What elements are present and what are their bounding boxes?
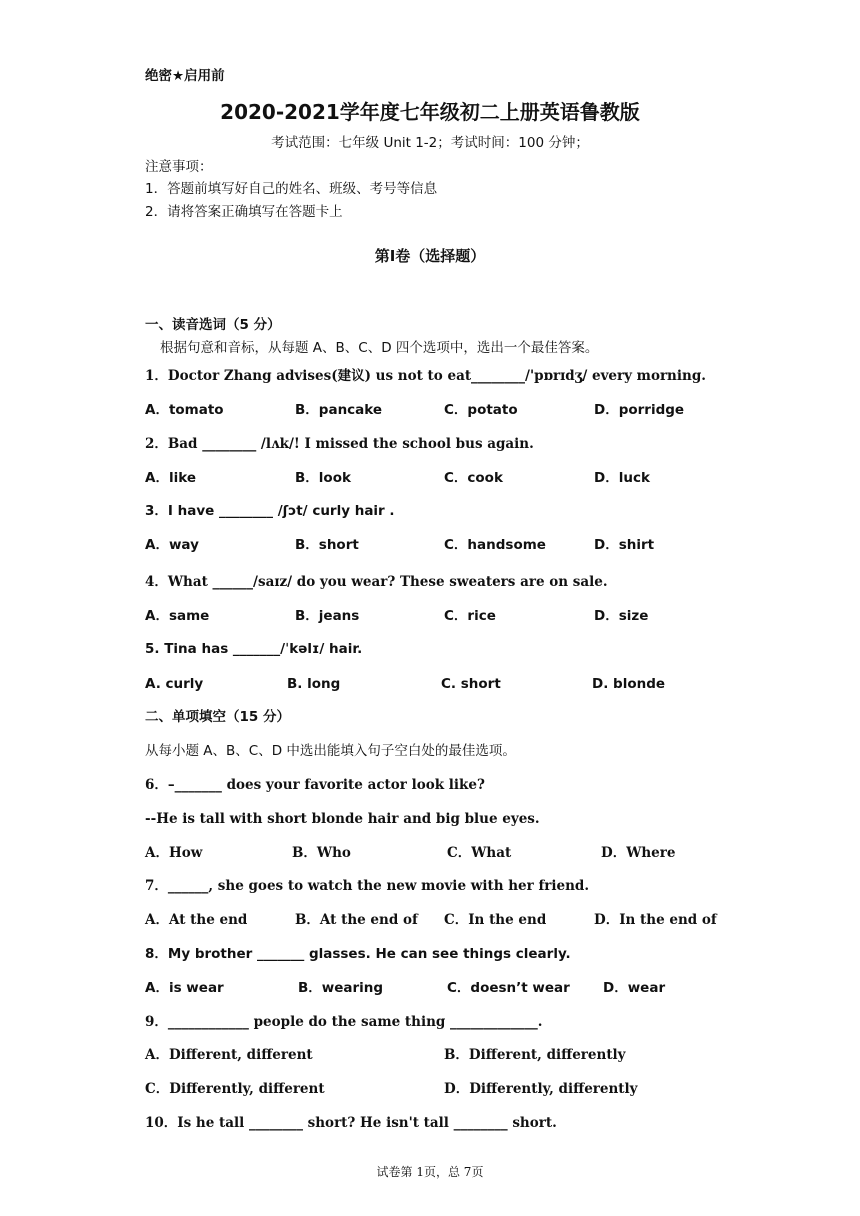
question-stem: 1．Doctor Zhang advises(建议) us not to eat________/'pɒrɪdʒ/ every morning. — [145, 368, 706, 384]
option-c[interactable]: C．handsome — [444, 537, 546, 553]
page-title: 2020-2021学年度七年级初二上册英语鲁教版 — [220, 100, 640, 124]
option-c[interactable]: C．rice — [444, 608, 496, 624]
question-stem-line2: --He is tall with short blonde hair and big blue eyes. — [145, 811, 540, 827]
section-instruction: 根据句意和音标，从每题 A、B、C、D 四个选项中，选出一个最佳答案。 — [160, 340, 599, 356]
question-stem: 9．____________ people do the same thing _____________. — [145, 1014, 543, 1030]
notes-heading: 注意事项： — [145, 159, 213, 175]
option-b[interactable]: B．jeans — [295, 608, 360, 624]
option-d[interactable]: D．shirt — [594, 537, 655, 553]
option-b[interactable]: B．Who — [292, 845, 351, 861]
option-a[interactable]: A．How — [145, 845, 203, 861]
option-a[interactable]: A．is wear — [145, 980, 224, 996]
option-b[interactable]: B．short — [295, 537, 359, 553]
option-d[interactable]: D．wear — [603, 980, 666, 996]
option-d[interactable]: D．size — [594, 608, 649, 624]
question-stem: 7．______, she goes to watch the new movie with her friend. — [145, 878, 590, 894]
section-heading: 一、读音选词（5 分） — [145, 317, 281, 333]
option-c[interactable]: C．potato — [444, 402, 518, 418]
option-a[interactable]: A．At the end — [145, 912, 248, 928]
question-stem: 4．What ______/saɪz/ do you wear? These sweaters are on sale. — [145, 574, 608, 590]
note-item: 2．请将答案正确填写在答题卡上 — [145, 204, 343, 220]
option-c[interactable]: C．cook — [444, 470, 503, 486]
option-c[interactable]: C．Differently, different — [145, 1081, 325, 1097]
option-d[interactable]: D．porridge — [594, 402, 685, 418]
question-stem: 6．–_______ does your favorite actor look like? — [145, 777, 485, 793]
option-a[interactable]: A．same — [145, 608, 210, 624]
section-instruction: 从每小题 A、B、C、D 中选出能填入句子空白处的最佳选项。 — [145, 743, 516, 759]
option-c[interactable]: C．In the end — [444, 912, 547, 928]
option-c[interactable]: C．doesn’t wear — [447, 980, 570, 996]
option-a[interactable]: A．Different, different — [145, 1047, 313, 1063]
option-a[interactable]: A．way — [145, 537, 199, 553]
section-heading: 二、单项填空（15 分） — [145, 709, 290, 725]
page-footer: 试卷第 1页，总 7页 — [376, 1165, 484, 1179]
option-c[interactable]: C. short — [441, 676, 501, 692]
question-stem: 8．My brother _______ glasses. He can see things clearly. — [145, 946, 571, 962]
note-item: 1．答题前填写好自己的姓名、班级、考号等信息 — [145, 181, 438, 197]
option-a[interactable]: A. curly — [145, 676, 204, 692]
option-a[interactable]: A．tomato — [145, 402, 224, 418]
option-b[interactable]: B．At the end of — [295, 912, 418, 928]
question-stem: 3．I have ________ /ʃɔt/ curly hair . — [145, 503, 395, 519]
exam-scope: 考试范围：七年级 Unit 1-2；考试时间：100 分钟； — [271, 135, 589, 151]
option-d[interactable]: D．luck — [594, 470, 650, 486]
option-b[interactable]: B. long — [287, 676, 341, 692]
option-c[interactable]: C．What — [447, 845, 512, 861]
question-stem: 2．Bad ________ /lʌk/! I missed the school bus again. — [145, 436, 534, 452]
option-b[interactable]: B．Different, differently — [444, 1047, 626, 1063]
option-b[interactable]: B．pancake — [295, 402, 383, 418]
question-stem: 10．Is he tall ________ short? He isn't tall ________ short. — [145, 1115, 557, 1131]
option-d[interactable]: D．In the end of — [594, 912, 717, 928]
question-stem: 5. Tina has _______/ˈkəlɪ/ hair. — [145, 641, 363, 657]
option-b[interactable]: B．wearing — [298, 980, 384, 996]
option-b[interactable]: B．look — [295, 470, 351, 486]
confidential-label: 绝密★启用前 — [145, 68, 225, 84]
option-d[interactable]: D．Differently, differently — [444, 1081, 638, 1097]
option-d[interactable]: D. blonde — [592, 676, 666, 692]
option-d[interactable]: D．Where — [601, 845, 676, 861]
option-a[interactable]: A．like — [145, 470, 196, 486]
volume-heading: 第Ⅰ卷（选择题） — [374, 247, 486, 265]
